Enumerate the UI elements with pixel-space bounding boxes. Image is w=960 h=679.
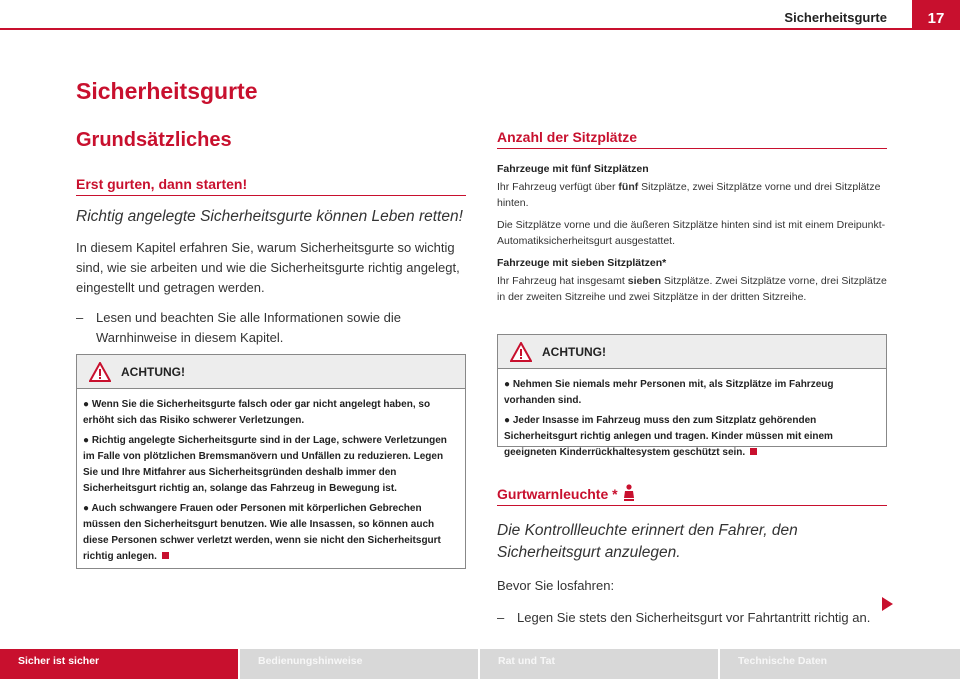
warning-item: ● Jeder Insasse im Fahrzeug muss den zum Sitzplatz gehörenden Sicherheitsgurt richtig anlegen und tragen. Kinder müssen mit einem geeigneten Kinderrückhaltesystem geschützt sein. xyxy=(504,415,833,458)
lede-text: Richtig angelegte Sicherheitsgurte können Leben retten! xyxy=(76,208,463,225)
paragraph: Die Sitzplätze vorne und die äußeren Sitzplätze hinten sind ist mit einem Dreipunkt-Automatiksicherheitsgurt ausgestattet. xyxy=(497,219,886,247)
dash-marker: – xyxy=(497,610,505,625)
subheading: Fahrzeuge mit sieben Sitzplätzen* xyxy=(497,257,667,269)
subsection-heading: Gurtwarnleuchte * xyxy=(497,484,887,506)
instruction-item xyxy=(76,308,466,348)
subsection-heading: Anzahl der Sitzplätze xyxy=(497,129,887,149)
paragraph: Ihr Fahrzeug verfügt über fünf Sitzplätze, zwei Sitzplätze vorne und drei Sitzplätze hinten. xyxy=(497,181,881,209)
seatbelt-person-icon xyxy=(622,484,636,502)
warning-header xyxy=(498,335,886,369)
left-column xyxy=(76,176,466,348)
section-title: Grundsätzliches xyxy=(76,129,232,151)
warning-header xyxy=(77,355,465,389)
warning-title: ACHTUNG! xyxy=(121,364,185,379)
paragraph: Ihr Fahrzeug hat insgesamt sieben Sitzplätze. Zwei Sitzplätze vorne, drei Sitzplätze in der zweiten Sitzreihe und zwei Sitzplätze in der dritten Sitzreihe. xyxy=(497,275,887,303)
instruction-item xyxy=(497,608,887,628)
subheading: Fahrzeuge mit fünf Sitzplätzen xyxy=(497,163,649,175)
instruction-text: Legen Sie stets den Sicherheitsgurt vor Fahrtantritt richtig an. xyxy=(517,610,871,625)
warning-triangle-icon xyxy=(510,342,532,362)
intro-paragraph: In diesem Kapitel erfahren Sie, warum Sicherheitsgurte so wichtig sind, wie sie arbeiten und wie die Sicherheitsgurte richtig angelegt, eingestellt und getragen werden. xyxy=(76,240,460,295)
warning-triangle-icon xyxy=(89,362,111,382)
page-number: 17 xyxy=(912,0,960,30)
footer-tab-rat-und-tat[interactable]: Rat und Tat xyxy=(480,649,718,679)
subsection-heading: Erst gurten, dann starten! xyxy=(76,176,466,196)
footer-tab-technische-daten[interactable]: Technische Daten xyxy=(720,649,960,679)
footer-tabs xyxy=(0,649,960,679)
instruction-text: Lesen und beachten Sie alle Informationen sowie die Warnhinweise in diesem Kapitel. xyxy=(96,310,401,345)
end-marker xyxy=(162,552,169,559)
warning-box xyxy=(497,334,887,458)
warning-item: ● Auch schwangere Frauen oder Personen mit körperlichen Gebrechen müssen den Sicherheitsgurt benutzen. Wie alle Insassen, so können auch diese Personen schwer verletzt werden, wenn sie nicht den Sicherheitsgurt richtig anlegen. xyxy=(83,503,441,562)
chapter-title: Sicherheitsgurte xyxy=(76,78,258,104)
footer-tab-bedienungshinweise[interactable]: Bedienungshinweise xyxy=(240,649,478,679)
right-column-lower xyxy=(497,484,887,628)
warning-body xyxy=(498,369,886,467)
end-marker xyxy=(750,448,757,455)
warning-box xyxy=(76,354,466,569)
header-rule xyxy=(0,28,960,30)
running-header-title: Sicherheitsgurte xyxy=(784,10,887,25)
continue-arrow-icon xyxy=(882,597,893,611)
lede-text: Die Kontrollleuchte erinnert den Fahrer, den Sicherheitsgurt anzulegen. xyxy=(497,522,798,561)
warning-item: ● Nehmen Sie niemals mehr Personen mit, als Sitzplätze im Fahrzeug vorhanden sind. xyxy=(504,379,834,406)
warning-body xyxy=(77,389,465,571)
warning-item: ● Richtig angelegte Sicherheitsgurte sind in der Lage, schwere Verletzungen im Falle von plötzlichen Bremsmanövern und Unfällen zu reduzieren. Legen Sie und Ihre Mitfahrer aus Sicherheitsgründen deshalb immer den Sicherheitsgurt richtig an, solange das Fahrzeug in Bewegung ist. xyxy=(83,435,447,494)
right-column xyxy=(497,129,887,305)
dash-marker: – xyxy=(76,310,84,325)
footer-tab-sicher-ist-sicher[interactable]: Sicher ist sicher xyxy=(0,649,238,679)
paragraph: Bevor Sie losfahren: xyxy=(497,578,615,593)
warning-title: ACHTUNG! xyxy=(542,344,606,359)
warning-item: ● Wenn Sie die Sicherheitsgurte falsch oder gar nicht angelegt haben, so erhöht sich das Risiko schwerer Verletzungen. xyxy=(83,399,431,426)
